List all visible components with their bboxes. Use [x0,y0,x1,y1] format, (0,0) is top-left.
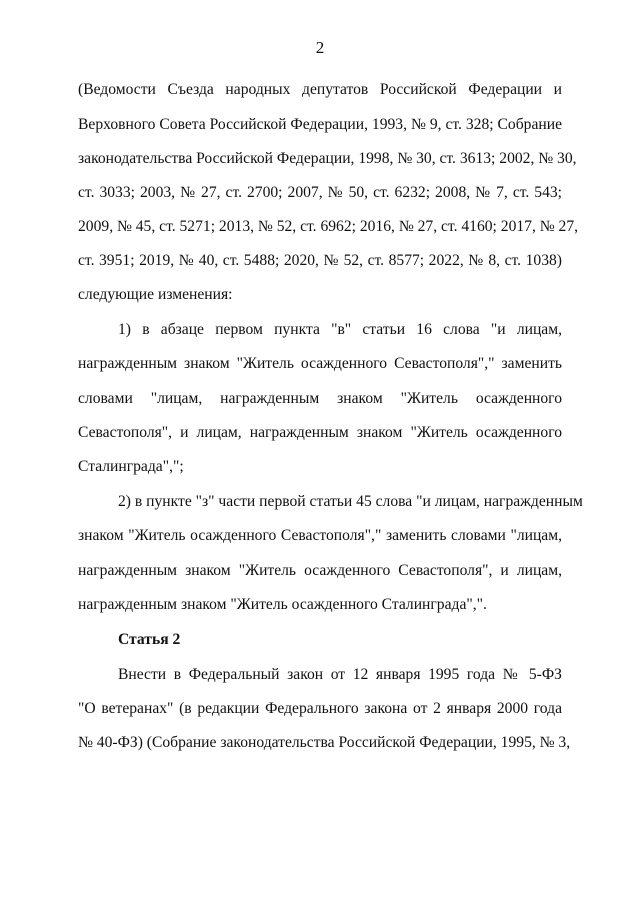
text-line: Сталинграда","; [78,458,184,475]
text-line: следующие изменения: [78,286,233,303]
text-line: Внести в Федеральный закон от 12 января 1995 года № 5-ФЗ [118,666,562,683]
text-line: словами "лицам, награжденным знаком "Житель осажденного [78,390,562,407]
text-line: законодательства Российской Федерации, 1998, № 30, ст. 3613; 2002, № 30, [78,150,577,167]
text-line: ст. 3033; 2003, № 27, ст. 2700; 2007, № 50, ст. 6232; 2008, № 7, ст. 543; [78,184,562,201]
text-line: 2009, № 45, ст. 5271; 2013, № 52, ст. 6962; 2016, № 27, ст. 4160; 2017, № 27, [78,218,579,235]
list-item-line: 1) в абзаце первом пункта "в" статьи 16 слова "и лицам, [118,321,562,338]
text-line: награжденным знаком "Житель осажденного Сталинграда",". [78,596,487,613]
page-number: 2 [315,38,325,57]
text-line: Севастополя", и лицам, награжденным знаком "Житель осажденного [78,424,562,441]
text-line: знаком "Житель осажденного Севастополя"," заменить словами "лицам, [78,527,562,544]
text-line: награжденным знаком "Житель осажденного Севастополя", и лицам, [78,562,562,579]
text-line: № 40-ФЗ) (Собрание законодательства Российской Федерации, 1995, № 3, [78,734,571,751]
text-line: награжденным знаком "Житель осажденного Севастополя"," заменить [78,355,562,372]
article-heading: Статья 2 [118,631,181,648]
text-line: (Ведомости Съезда народных депутатов Российской Федерации и [78,81,562,98]
list-item-line: 2) в пункте "з" части первой статьи 45 слова "и лицам, награжденным [118,493,583,510]
text-line: ст. 3951; 2019, № 40, ст. 5488; 2020, № 52, ст. 8577; 2022, № 8, ст. 1038) [78,252,562,269]
text-line: "О ветеранах" (в редакции Федерального закона от 2 января 2000 года [78,700,562,717]
text-line: Верховного Совета Российской Федерации, 1993, № 9, ст. 328; Собрание [78,116,562,133]
